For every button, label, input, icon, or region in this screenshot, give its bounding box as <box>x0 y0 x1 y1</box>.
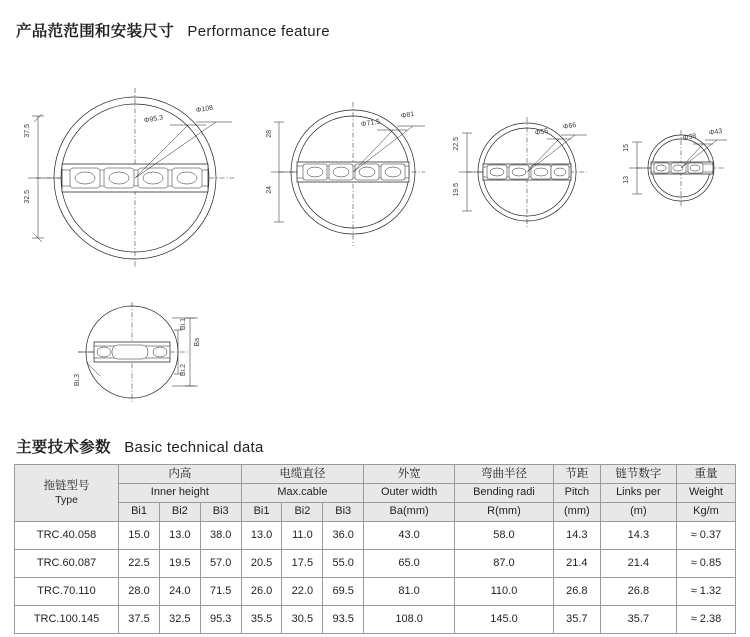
dim-5-bi3: Bi.3 <box>74 374 81 387</box>
th-bending-cn: 弯曲半径 <box>455 465 554 484</box>
drawing-chain-section-100 <box>20 78 250 278</box>
heading-technical-cn: 主要技术参数 <box>16 439 111 456</box>
cell-inner-bi1: 37.5 <box>119 605 160 633</box>
cell-pitch: 35.7 <box>553 605 600 633</box>
dim-3-19-5: 19.5 <box>453 183 460 197</box>
th-links-en: Links per <box>600 484 676 503</box>
table-row <box>15 549 736 577</box>
dim-5-ba: Ba <box>194 338 201 347</box>
cell-weight: ≈ 0.37 <box>676 521 735 549</box>
th-cable-en: Max.cable <box>241 484 364 503</box>
cell-cable-bi1: 13.0 <box>241 521 282 549</box>
cell-bending: 145.0 <box>455 605 554 633</box>
dim-3-dia-55: Φ55 <box>534 127 549 138</box>
th-cable-bi2: Bi2 <box>282 503 323 522</box>
table-row <box>15 605 736 633</box>
th-pitch-en: Pitch <box>553 484 600 503</box>
th-inner-height-en: Inner height <box>119 484 242 503</box>
cell-weight: ≈ 1.32 <box>676 577 735 605</box>
cell-inner-bi1: 15.0 <box>119 521 160 549</box>
cell-inner-bi1: 28.0 <box>119 577 160 605</box>
cell-cable-bi3: 36.0 <box>323 521 364 549</box>
th-weight-en: Weight <box>676 484 735 503</box>
cell-type: TRC.40.058 <box>15 521 119 549</box>
table-row <box>15 521 736 549</box>
cell-type: TRC.70.110 <box>15 577 119 605</box>
th-cable-cn: 电缆直径 <box>241 465 364 484</box>
cell-bending: 87.0 <box>455 549 554 577</box>
cell-cable-bi1: 35.5 <box>241 605 282 633</box>
dim-3-22-5: 22.5 <box>453 137 460 151</box>
th-weight-cn: 重量 <box>676 465 735 484</box>
cell-cable-bi3: 93.5 <box>323 605 364 633</box>
dim-1-dia-108: Φ108 <box>195 104 214 115</box>
cell-weight: ≈ 0.85 <box>676 549 735 577</box>
cell-outer: 108.0 <box>364 605 455 633</box>
cell-cable-bi1: 20.5 <box>241 549 282 577</box>
th-pitch-unit: (mm) <box>553 503 600 522</box>
dim-2-dia-71: Φ71.5 <box>360 118 381 129</box>
cell-links: 35.7 <box>600 605 676 633</box>
th-outer-cn: 外宽 <box>364 465 455 484</box>
th-inner-bi1: Bi1 <box>119 503 160 522</box>
cell-inner-bi2: 24.0 <box>159 577 200 605</box>
th-bending-unit: R(mm) <box>455 503 554 522</box>
dim-2-24: 24 <box>266 186 273 194</box>
cell-links: 14.3 <box>600 521 676 549</box>
dim-4-dia-38: Φ38 <box>682 132 697 143</box>
heading-performance-en: Performance feature <box>187 23 330 40</box>
cell-inner-bi3: 38.0 <box>200 521 241 549</box>
cell-cable-bi1: 26.0 <box>241 577 282 605</box>
dim-2-28: 28 <box>266 130 273 138</box>
dim-3-dia-66: Φ66 <box>562 121 577 132</box>
th-links-unit: (m) <box>600 503 676 522</box>
dim-4-13: 13 <box>623 176 630 184</box>
cell-inner-bi2: 19.5 <box>159 549 200 577</box>
cell-pitch: 26.8 <box>553 577 600 605</box>
cell-inner-bi2: 32.5 <box>159 605 200 633</box>
technical-data-table <box>14 464 736 634</box>
cell-type: TRC.100.145 <box>15 605 119 633</box>
th-inner-bi3: Bi3 <box>200 503 241 522</box>
th-bending-en: Bending radi <box>455 484 554 503</box>
page-title-performance <box>16 19 330 41</box>
th-inner-height-cn: 内高 <box>119 465 242 484</box>
dim-1-32-5: 32.5 <box>24 190 31 204</box>
cell-cable-bi3: 69.5 <box>323 577 364 605</box>
cell-inner-bi3: 57.0 <box>200 549 241 577</box>
cell-outer: 43.0 <box>364 521 455 549</box>
table-row <box>15 577 736 605</box>
cell-cable-bi2: 11.0 <box>282 521 323 549</box>
dim-2-dia-81: Φ81 <box>400 110 415 121</box>
cell-links: 21.4 <box>600 549 676 577</box>
cell-inner-bi3: 95.3 <box>200 605 241 633</box>
dim-4-dia-43: Φ43 <box>708 127 723 138</box>
cell-inner-bi3: 71.5 <box>200 577 241 605</box>
cell-bending: 58.0 <box>455 521 554 549</box>
table-header-row-en <box>15 484 736 503</box>
th-type-cn: 拖链型号 <box>43 480 90 493</box>
th-type-en: Type <box>55 493 78 506</box>
cell-inner-bi2: 13.0 <box>159 521 200 549</box>
cell-type: TRC.60.087 <box>15 549 119 577</box>
th-inner-bi2: Bi2 <box>159 503 200 522</box>
th-pitch-cn: 节距 <box>553 465 600 484</box>
dim-1-37-5: 37.5 <box>24 124 31 138</box>
th-outer-en: Outer width <box>364 484 455 503</box>
table-header-row-main <box>15 465 736 484</box>
cell-cable-bi2: 17.5 <box>282 549 323 577</box>
cell-inner-bi1: 22.5 <box>119 549 160 577</box>
cell-weight: ≈ 2.38 <box>676 605 735 633</box>
th-outer-unit: Ba(mm) <box>364 503 455 522</box>
cell-bending: 110.0 <box>455 577 554 605</box>
heading-performance-cn: 产品范范围和安装尺寸 <box>16 23 175 40</box>
table-header-row-units <box>15 503 736 522</box>
dim-1-dia-95: Φ95.3 <box>143 114 164 125</box>
dim-4-15: 15 <box>623 144 630 152</box>
drawing-chain-section-60 <box>455 115 595 245</box>
drawings-group <box>0 60 750 420</box>
th-cable-bi3: Bi3 <box>323 503 364 522</box>
th-type <box>15 465 119 522</box>
cell-outer: 81.0 <box>364 577 455 605</box>
dim-5-bi1: Bi.1 <box>180 318 187 331</box>
page-title-technical <box>16 435 264 457</box>
cell-cable-bi3: 55.0 <box>323 549 364 577</box>
dim-5-bi2: Bi.2 <box>180 364 187 377</box>
cell-cable-bi2: 22.0 <box>282 577 323 605</box>
cell-links: 26.8 <box>600 577 676 605</box>
th-cable-bi1: Bi1 <box>241 503 282 522</box>
drawing-chain-section-70 <box>265 100 435 260</box>
cell-pitch: 21.4 <box>553 549 600 577</box>
th-links-cn: 链节数字 <box>600 465 676 484</box>
drawing-chain-section-40 <box>625 128 735 228</box>
drawing-front-view <box>60 300 240 415</box>
cell-cable-bi2: 30.5 <box>282 605 323 633</box>
cell-outer: 65.0 <box>364 549 455 577</box>
cell-pitch: 14.3 <box>553 521 600 549</box>
th-weight-unit: Kg/m <box>676 503 735 522</box>
heading-technical-en: Basic technical data <box>124 439 264 456</box>
